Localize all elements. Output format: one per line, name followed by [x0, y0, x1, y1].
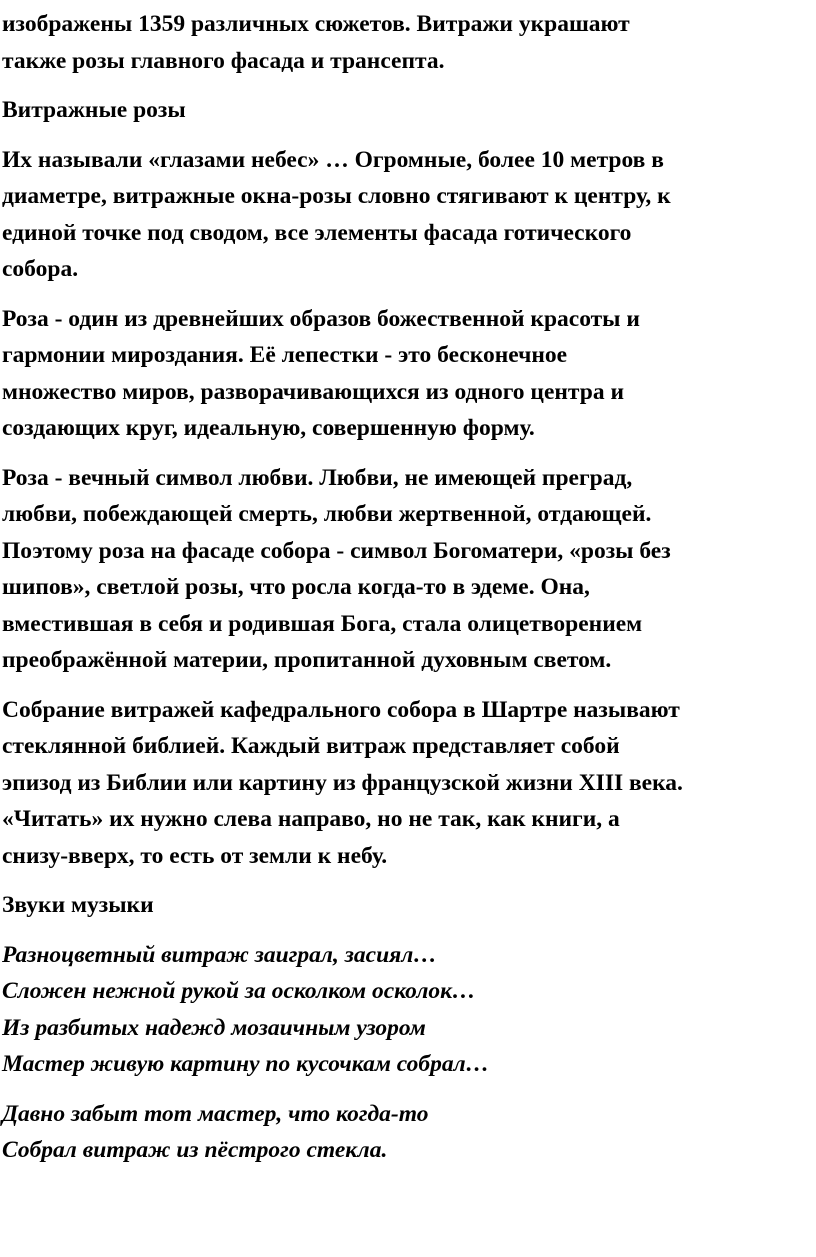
text-line: Собрание витражей кафедрального собора в Шартре называют [2, 696, 680, 723]
poem-line: Разноцветный витраж заиграл, засиял… [2, 941, 437, 968]
paragraph-chartres [2, 692, 810, 875]
text-line: также розы главного фасада и трансепта. [2, 47, 445, 74]
text-line: Их называли «глазами небес» … Огромные, более 10 метров в [2, 146, 664, 173]
section-heading-music: Звуки музыки [2, 892, 154, 918]
poem-line: Давно забыт тот мастер, что когда-то [2, 1100, 429, 1127]
paragraph-intro [2, 6, 810, 79]
poem-line: Собрал витраж из пёстрого стекла. [2, 1137, 388, 1163]
paragraph-rose-love [2, 460, 810, 679]
poem-line: Мастер живую картину по кусочкам собрал… [2, 1051, 490, 1077]
poem-stanza-2 [2, 1096, 810, 1169]
text-line: диаметре, витражные окна-розы словно стягивают к центру, к [2, 183, 671, 209]
text-line: Роза - один из древнейших образов божественной красоты и [2, 305, 640, 332]
text-line: любви, побеждающей смерть, любви жертвенной, отдающей. [2, 501, 652, 527]
text-line: снизу-вверх, то есть от земли к небу. [2, 842, 388, 869]
text-line: собора. [2, 256, 79, 282]
poem-stanza-1 [2, 937, 810, 1083]
text-line: стеклянной библией. Каждый витраж представляет собой [2, 733, 620, 759]
section-heading-rose-windows: Витражные розы [2, 97, 186, 123]
text-line: преображённой материи, пропитанной духовным светом. [2, 647, 612, 673]
poem-line: Из разбитых надежд мозаичным узором [2, 1014, 426, 1041]
text-line: эпизод из Библии или картину из французской жизни XIII века. [2, 769, 683, 796]
paragraph-eyes-of-heaven [2, 142, 810, 288]
text-line: вместившая в себя и родившая Бога, стала олицетворением [2, 610, 643, 637]
poem-line: Сложен нежной рукой за осколком осколок… [2, 978, 476, 1004]
text-line: шипов», светлой розы, что росла когда-то в эдеме. Она, [2, 574, 590, 600]
paragraph-rose-beauty [2, 301, 810, 447]
text-line: единой точке под сводом, все элементы фасада готического [2, 219, 632, 246]
text-line: изображены 1359 различных сюжетов. Витражи украшают [2, 11, 630, 37]
text-line: множество миров, разворачивающихся из одного центра и [2, 378, 624, 405]
text-line: «Читать» их нужно слева направо, но не так, как книги, а [2, 806, 620, 832]
text-line: Поэтому роза на фасаде собора - символ Богоматери, «розы без [2, 537, 671, 564]
text-line: гармонии мироздания. Её лепестки - это бесконечное [2, 342, 568, 368]
text-line: Роза - вечный символ любви. Любви, не имеющей преград, [2, 464, 633, 491]
text-line: создающих круг, идеальную, совершенную форму. [2, 415, 535, 441]
